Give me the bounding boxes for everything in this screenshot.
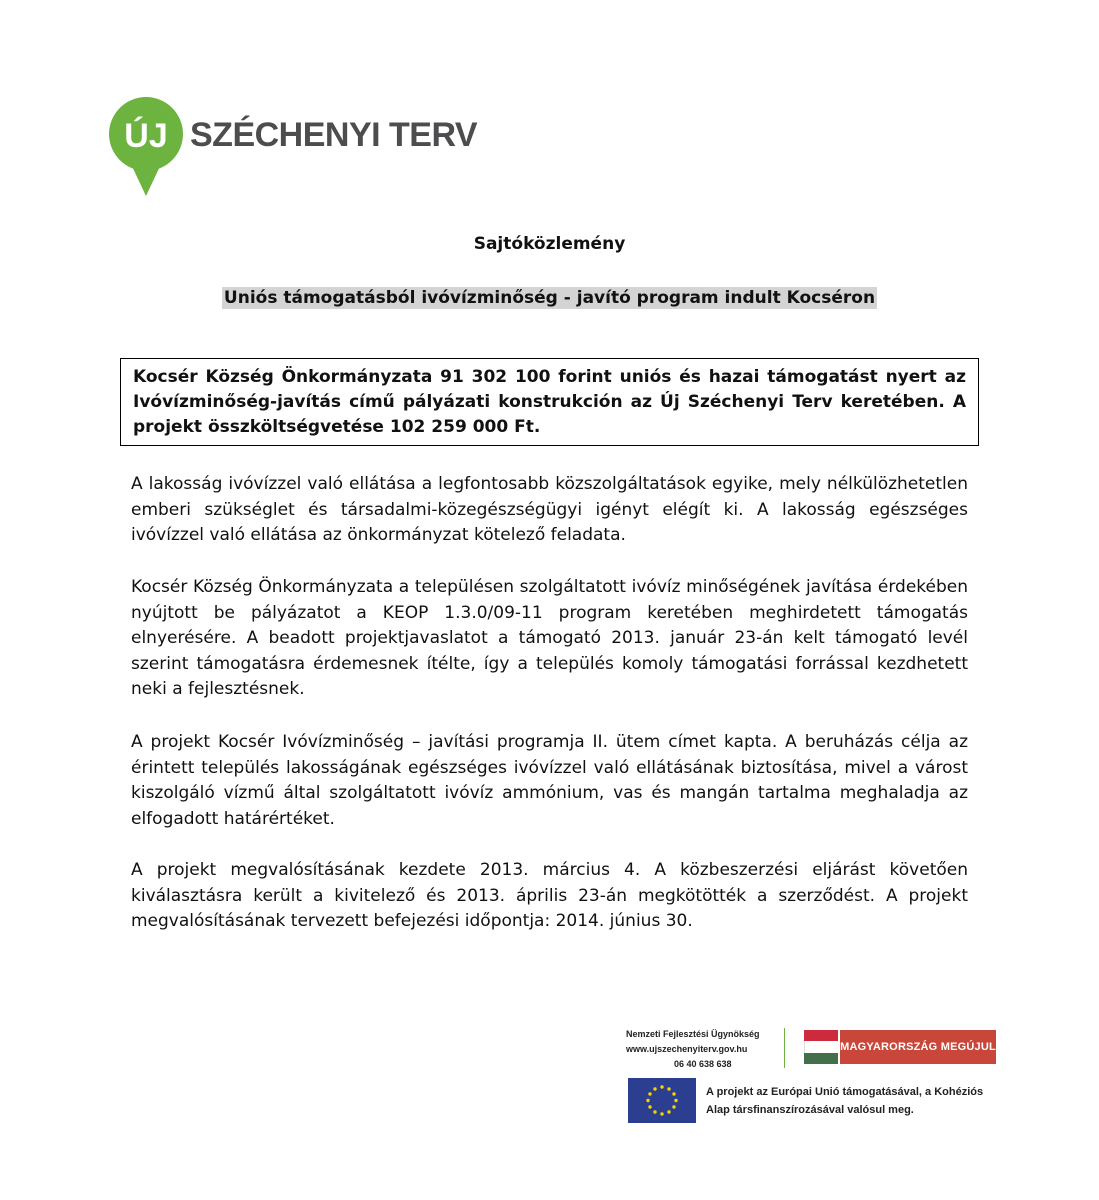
agency-block xyxy=(626,1027,771,1072)
page-subtitle: Uniós támogatásból ivóvízminőség - javító program indult Kocséron xyxy=(223,288,876,308)
paragraph-1: A lakosság ivóvízzel való ellátása a legfontosabb közszolgáltatások egyike, mely nélkülözhetetlen emberi szükséglet és társadalmi-közegészségügyi igényt elégít ki. A lakosság egészséges ivóvízzel való ellátása az önkormányzat kötelező feladata. xyxy=(131,474,968,545)
logo-pin-text: ÚJ xyxy=(124,117,168,155)
page-title: Sajtóközlemény xyxy=(473,234,626,254)
summary-box: Kocsér Község Önkormányzata 91 302 100 forint uniós és hazai támogatást nyert az Ivóvízminőség-javítás című pályázati konstrukción az Új Széchenyi Terv keretében. A projekt összköltségvetése 102 259 000 Ft. xyxy=(120,358,979,446)
eu-flag-icon xyxy=(628,1078,696,1123)
agency-name: Nemzeti Fejlesztési Ügynökség xyxy=(626,1029,760,1039)
eu-funding-line-2: Alap társfinanszírozásával valósul meg. xyxy=(706,1104,914,1116)
uj-szechenyi-terv-logo xyxy=(108,96,478,202)
location-pin-icon xyxy=(108,96,184,202)
paragraph-3: A projekt Kocsér Ivóvízminőség – javítási programja II. ütem címet kapta. A beruházás célja az érintett település lakosságának egészséges ivóvízzel való ellátásának biztosítása, mivel a várost kiszolgáló vízmű által szolgáltatott ivóvíz ammónium, vas és mangán tartalma meghaladja az elfogadott határértéket. xyxy=(131,732,968,829)
magyarorszag-megujul-banner: MAGYARORSZÁG MEGÚJUL xyxy=(840,1030,996,1064)
paragraph-4: A projekt megvalósításának kezdete 2013. március 4. A közbeszerzési eljárást követően kiválasztásra került a kivitelező és 2013. április 23-án megkötötték a szerződést. A projekt megvalósításának tervezett befejezési időpontja: 2014. június 30. xyxy=(131,860,968,931)
paragraph-2: Kocsér Község Önkormányzata a településen szolgáltatott ivóvíz minőségének javítása érdekében nyújtott be pályázatot a KEOP 1.3.0/09-11 program keretében meghirdetett támogatás elnyerésére. A beadott projektjavaslatot a támogató 2013. január 23-án kelt támogató levél szerint támogatásra érdemesnek ítélte, így a település komoly támogatási forrással kezdhetett neki a fejlesztésnek. xyxy=(131,577,968,699)
footer-divider xyxy=(784,1028,785,1068)
agency-url: www.ujszechenyiterv.gov.hu xyxy=(626,1044,748,1054)
agency-phone: 06 40 638 638 xyxy=(674,1059,732,1069)
hungarian-flag-icon xyxy=(804,1030,838,1064)
eu-funding-note xyxy=(706,1083,983,1119)
eu-funding-line-1: A projekt az Európai Unió támogatásával, a Kohéziós xyxy=(706,1086,984,1098)
logo-text: SZÉCHENYI TERV xyxy=(190,116,478,154)
